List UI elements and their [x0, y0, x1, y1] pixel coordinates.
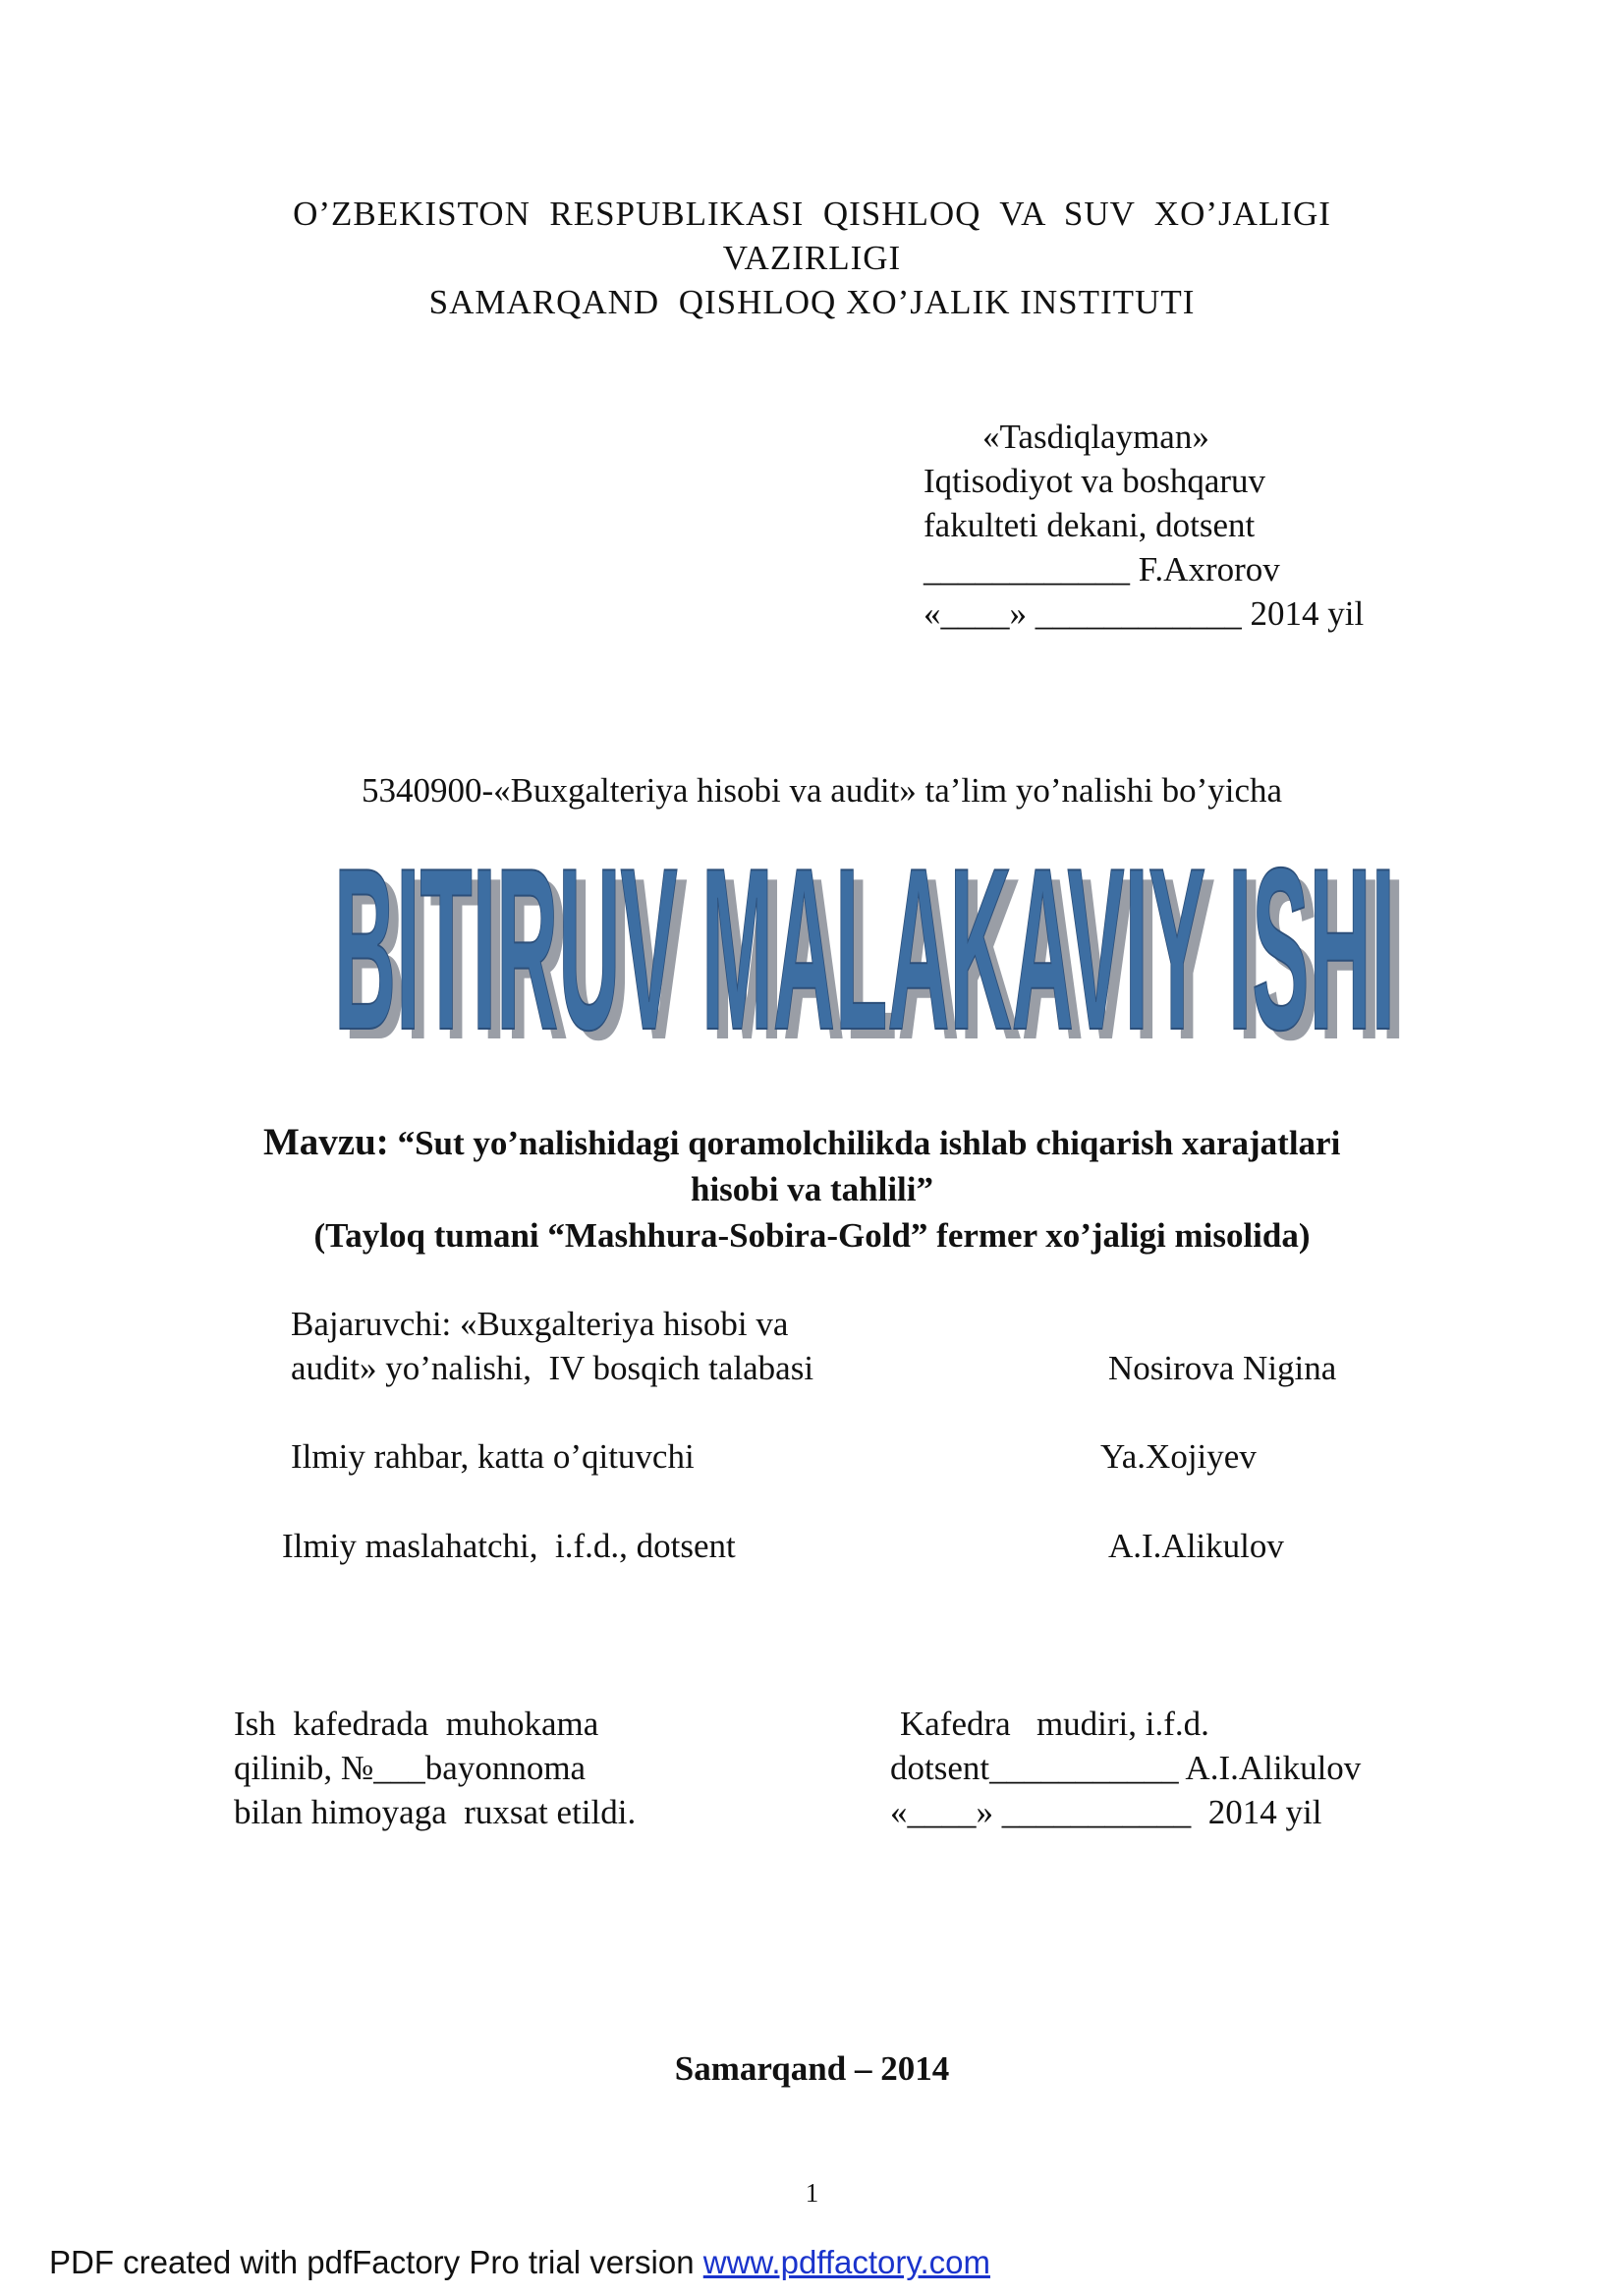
- discussion-left-1: Ish kafedrada muhokama: [234, 1705, 599, 1743]
- pdf-footer: [49, 2244, 990, 2281]
- ministry-line-2: VAZIRLIGI: [722, 239, 902, 277]
- discussion-right-1: Kafedra mudiri, i.f.d.: [900, 1705, 1209, 1743]
- theme-line-2: hisobi va tahlili”: [690, 1170, 934, 1208]
- theme-line-3: (Tayloq tumani “Mashhura-Sobira-Gold” fermer xo’jaligi misolida): [313, 1216, 1311, 1255]
- discussion-right-3: «____» ___________ 2014 yil: [890, 1793, 1322, 1831]
- performer-name: Nosirova Nigina: [1108, 1349, 1337, 1387]
- institute-name: SAMARQAND QISHLOQ XO’JALIK INSTITUTI: [428, 283, 1196, 321]
- discussion-left-2: qilinib, №___bayonnoma: [234, 1749, 587, 1787]
- discussion-right-2: dotsent___________ A.I.Alikulov: [890, 1749, 1362, 1787]
- theme-label: Mavzu:: [263, 1121, 389, 1163]
- specialty-line: 5340900-«Buxgalteriya hisobi va audit» ta’lim yo’nalishi bo’yicha: [362, 771, 1283, 810]
- theme-line-1: [263, 1120, 1340, 1165]
- approval-signature: ____________ F.Axrorov: [924, 550, 1280, 588]
- consultant-name: A.I.Alikulov: [1108, 1527, 1284, 1565]
- theme-text-1: “Sut yo’nalishidagi qoramolchilikda ishlab chiqarish xarajatlari: [388, 1124, 1341, 1162]
- ministry-line-1: O’ZBEKISTON RESPUBLIKASI QISHLOQ VA SUV XO’JALIGI: [293, 195, 1331, 233]
- city-year: Samarqand – 2014: [674, 2049, 950, 2088]
- approval-title: «Tasdiqlayman»: [982, 418, 1209, 456]
- page-number: 1: [805, 2178, 819, 2208]
- approval-line-2: fakulteti dekani, dotsent: [924, 506, 1256, 544]
- discussion-left-3: bilan himoyaga ruxsat etildi.: [234, 1793, 637, 1831]
- document-title-shadow: BITIRUV MALAKAVIY ISHI: [344, 847, 1405, 1053]
- supervisor-role: Ilmiy rahbar, katta o’qituvchi: [291, 1437, 695, 1476]
- approval-date: «____» ____________ 2014 yil: [924, 594, 1365, 633]
- performer-role-2: audit» yo’nalishi, IV bosqich talabasi: [291, 1349, 814, 1387]
- supervisor-name: Ya.Xojiyev: [1100, 1437, 1257, 1476]
- approval-line-1: Iqtisodiyot va boshqaruv: [924, 462, 1266, 500]
- consultant-role: Ilmiy maslahatchi, i.f.d., dotsent: [282, 1527, 736, 1565]
- document-title-text: BITIRUV MALAKAVIY ISHI: [334, 847, 1395, 1053]
- footer-text: PDF created with pdfFactory Pro trial version: [49, 2244, 703, 2280]
- footer-link[interactable]: www.pdffactory.com: [702, 2244, 990, 2280]
- document-title: [324, 847, 1415, 1053]
- performer-role-1: Bajaruvchi: «Buxgalteriya hisobi va: [291, 1305, 789, 1343]
